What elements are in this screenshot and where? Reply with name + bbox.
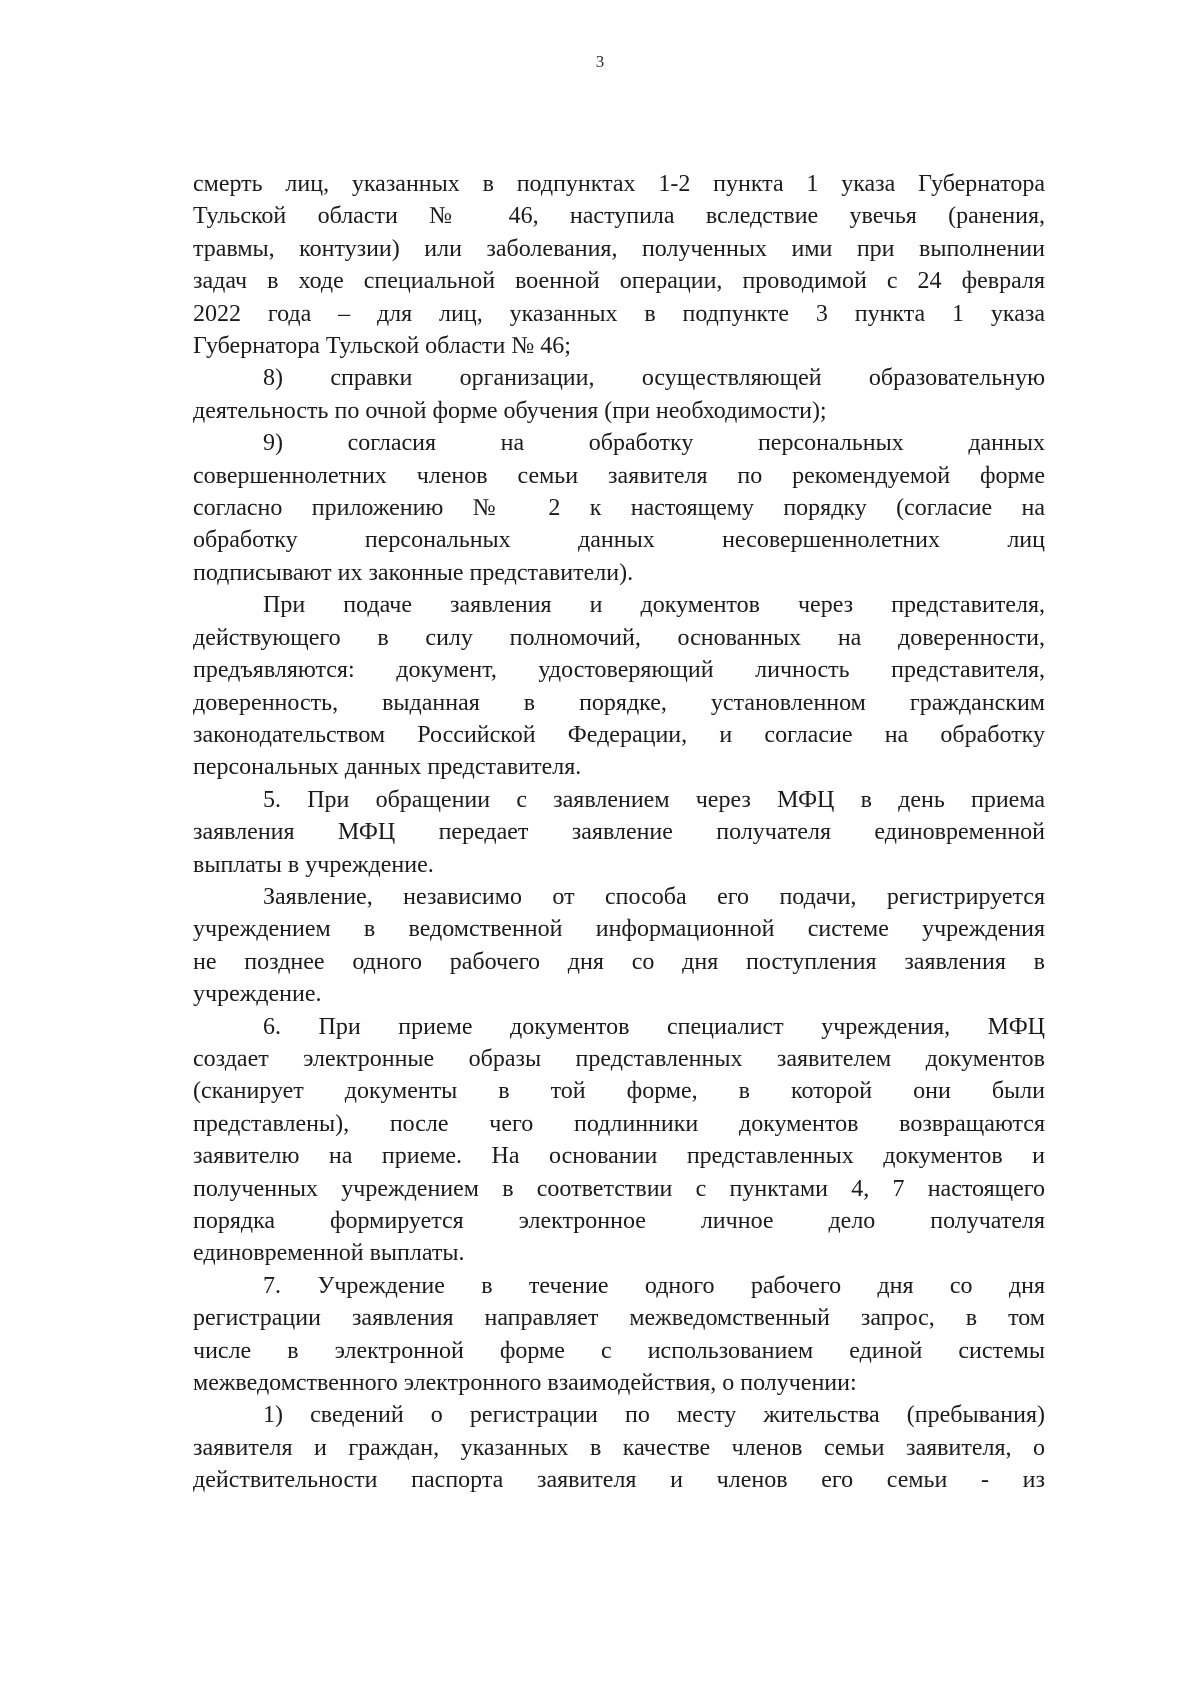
text-line: [193, 946, 1045, 978]
text-line: [193, 427, 1045, 459]
text-line-content: действительности паспорта заявителя и членов его семьи - из: [193, 1467, 1045, 1494]
text-line: [193, 1173, 1045, 1205]
text-line-content: представлены), после чего подлинники документов возвращаются: [193, 1110, 1045, 1137]
text-line: [193, 687, 1045, 719]
text-line: [193, 589, 1045, 621]
text-line-content: создает электронные образы представленных заявителем документов: [193, 1045, 1045, 1072]
text-line-content: обработку персональных данных несовершеннолетних лиц: [193, 527, 1045, 554]
text-line: [193, 1237, 1045, 1269]
text-line: [193, 1075, 1045, 1107]
text-line: [193, 1399, 1045, 1431]
text-line: [193, 881, 1045, 913]
text-line-content: При подаче заявления и документов через представителя,: [263, 592, 1045, 619]
page-number: 3: [595, 52, 605, 71]
text-line: [193, 622, 1045, 654]
text-line: [193, 1043, 1045, 1075]
text-line: [193, 200, 1045, 232]
text-line-content: травмы, контузии) или заболевания, полученных ими при выполнении: [193, 235, 1045, 262]
text-line-content: полученных учреждением в соответствии с пунктами 4, 7 настоящего: [193, 1175, 1045, 1202]
text-line: [193, 1205, 1045, 1237]
text-line-content: смерть лиц, указанных в подпунктах 1-2 пункта 1 указа Губернатора: [193, 171, 1045, 197]
document-body: [193, 168, 1045, 1497]
text-line: [193, 1464, 1045, 1496]
text-line-content: Тульской области № 46, наступила вследствие увечья (ранения,: [193, 203, 1045, 230]
text-line: [193, 168, 1045, 200]
text-line: [193, 395, 1045, 427]
text-line-content: 1) сведений о регистрации по месту жительства (пребывания): [263, 1402, 1045, 1429]
text-line: [193, 978, 1045, 1010]
text-line: [193, 298, 1045, 330]
text-line-content: единовременной выплаты.: [193, 1240, 465, 1267]
text-line-content: доверенность, выданная в порядке, установленном гражданским: [193, 689, 1045, 716]
text-line: [193, 1011, 1045, 1043]
text-line-content: предъявляются: документ, удостоверяющий личность представителя,: [193, 657, 1045, 684]
text-line: [193, 751, 1045, 783]
text-line-content: совершеннолетних членов семьи заявителя по рекомендуемой форме: [193, 462, 1045, 489]
text-line-content: действующего в силу полномочий, основанных на доверенности,: [193, 624, 1045, 651]
text-line-content: Заявление, независимо от способа его подачи, регистрируется: [263, 883, 1045, 910]
text-line: [193, 1432, 1045, 1464]
text-line: [193, 362, 1045, 394]
text-line-content: не позднее одного рабочего дня со дня поступления заявления в: [193, 948, 1045, 975]
text-line: [193, 719, 1045, 751]
text-line: [193, 460, 1045, 492]
text-line-content: Губернатора Тульской области № 46;: [193, 333, 571, 360]
text-line-content: 9) согласия на обработку персональных данных: [263, 430, 1045, 457]
text-line: [193, 1367, 1045, 1399]
text-line: [193, 784, 1045, 816]
text-line: [193, 849, 1045, 881]
text-line-content: 7. Учреждение в течение одного рабочего дня со дня: [263, 1272, 1045, 1299]
text-line-content: учреждением в ведомственной информационной системе учреждения: [193, 916, 1045, 943]
text-line-content: подписывают их законные представители).: [193, 559, 634, 586]
text-line: [193, 265, 1045, 297]
text-line-content: согласно приложению № 2 к настоящему порядку (согласие на: [193, 495, 1045, 522]
text-line-content: задач в ходе специальной военной операции, проводимой с 24 февраля: [193, 268, 1045, 295]
text-line-content: 2022 года – для лиц, указанных в подпункте 3 пункта 1 указа: [193, 300, 1045, 327]
text-line: [193, 816, 1045, 848]
text-line-content: регистрации заявления направляет межведомственный запрос, в том: [193, 1305, 1045, 1332]
text-line: [193, 1335, 1045, 1367]
text-line-content: 8) справки организации, осуществляющей образовательную: [263, 365, 1045, 392]
text-line-content: порядка формируется электронное личное дело получателя: [193, 1208, 1045, 1234]
text-line: [193, 1140, 1045, 1172]
text-line-content: деятельность по очной форме обучения (при необходимости);: [193, 397, 827, 424]
text-line-content: заявителю на приеме. На основании представленных документов и: [193, 1143, 1045, 1170]
text-line: [193, 492, 1045, 524]
text-line-content: заявления МФЦ передает заявление получателя единовременной: [193, 819, 1045, 846]
text-line-content: межведомственного электронного взаимодействия, о получении:: [193, 1370, 857, 1397]
text-line: [193, 524, 1045, 556]
text-line: [193, 913, 1045, 945]
text-line-content: законодательством Российской Федерации, и согласие на обработку: [193, 721, 1045, 748]
text-line: [193, 1302, 1045, 1334]
text-line: [193, 1108, 1045, 1140]
text-line: [193, 1270, 1045, 1302]
text-line: [193, 654, 1045, 686]
text-line-content: 5. При обращении с заявлением через МФЦ в день приема: [263, 786, 1045, 813]
text-line: [193, 330, 1045, 362]
text-line: [193, 557, 1045, 589]
text-line-content: заявителя и граждан, указанных в качестве членов семьи заявителя, о: [193, 1434, 1045, 1461]
text-line-content: персональных данных представителя.: [193, 754, 582, 781]
text-line-content: 6. При приеме документов специалист учреждения, МФЦ: [263, 1013, 1045, 1040]
text-line-content: (сканирует документы в той форме, в которой они были: [193, 1078, 1045, 1105]
text-line-content: учреждение.: [193, 981, 322, 1008]
text-line-content: выплаты в учреждение.: [193, 851, 434, 878]
text-line-content: числе в электронной форме с использованием единой системы: [193, 1337, 1045, 1364]
text-line: [193, 233, 1045, 265]
